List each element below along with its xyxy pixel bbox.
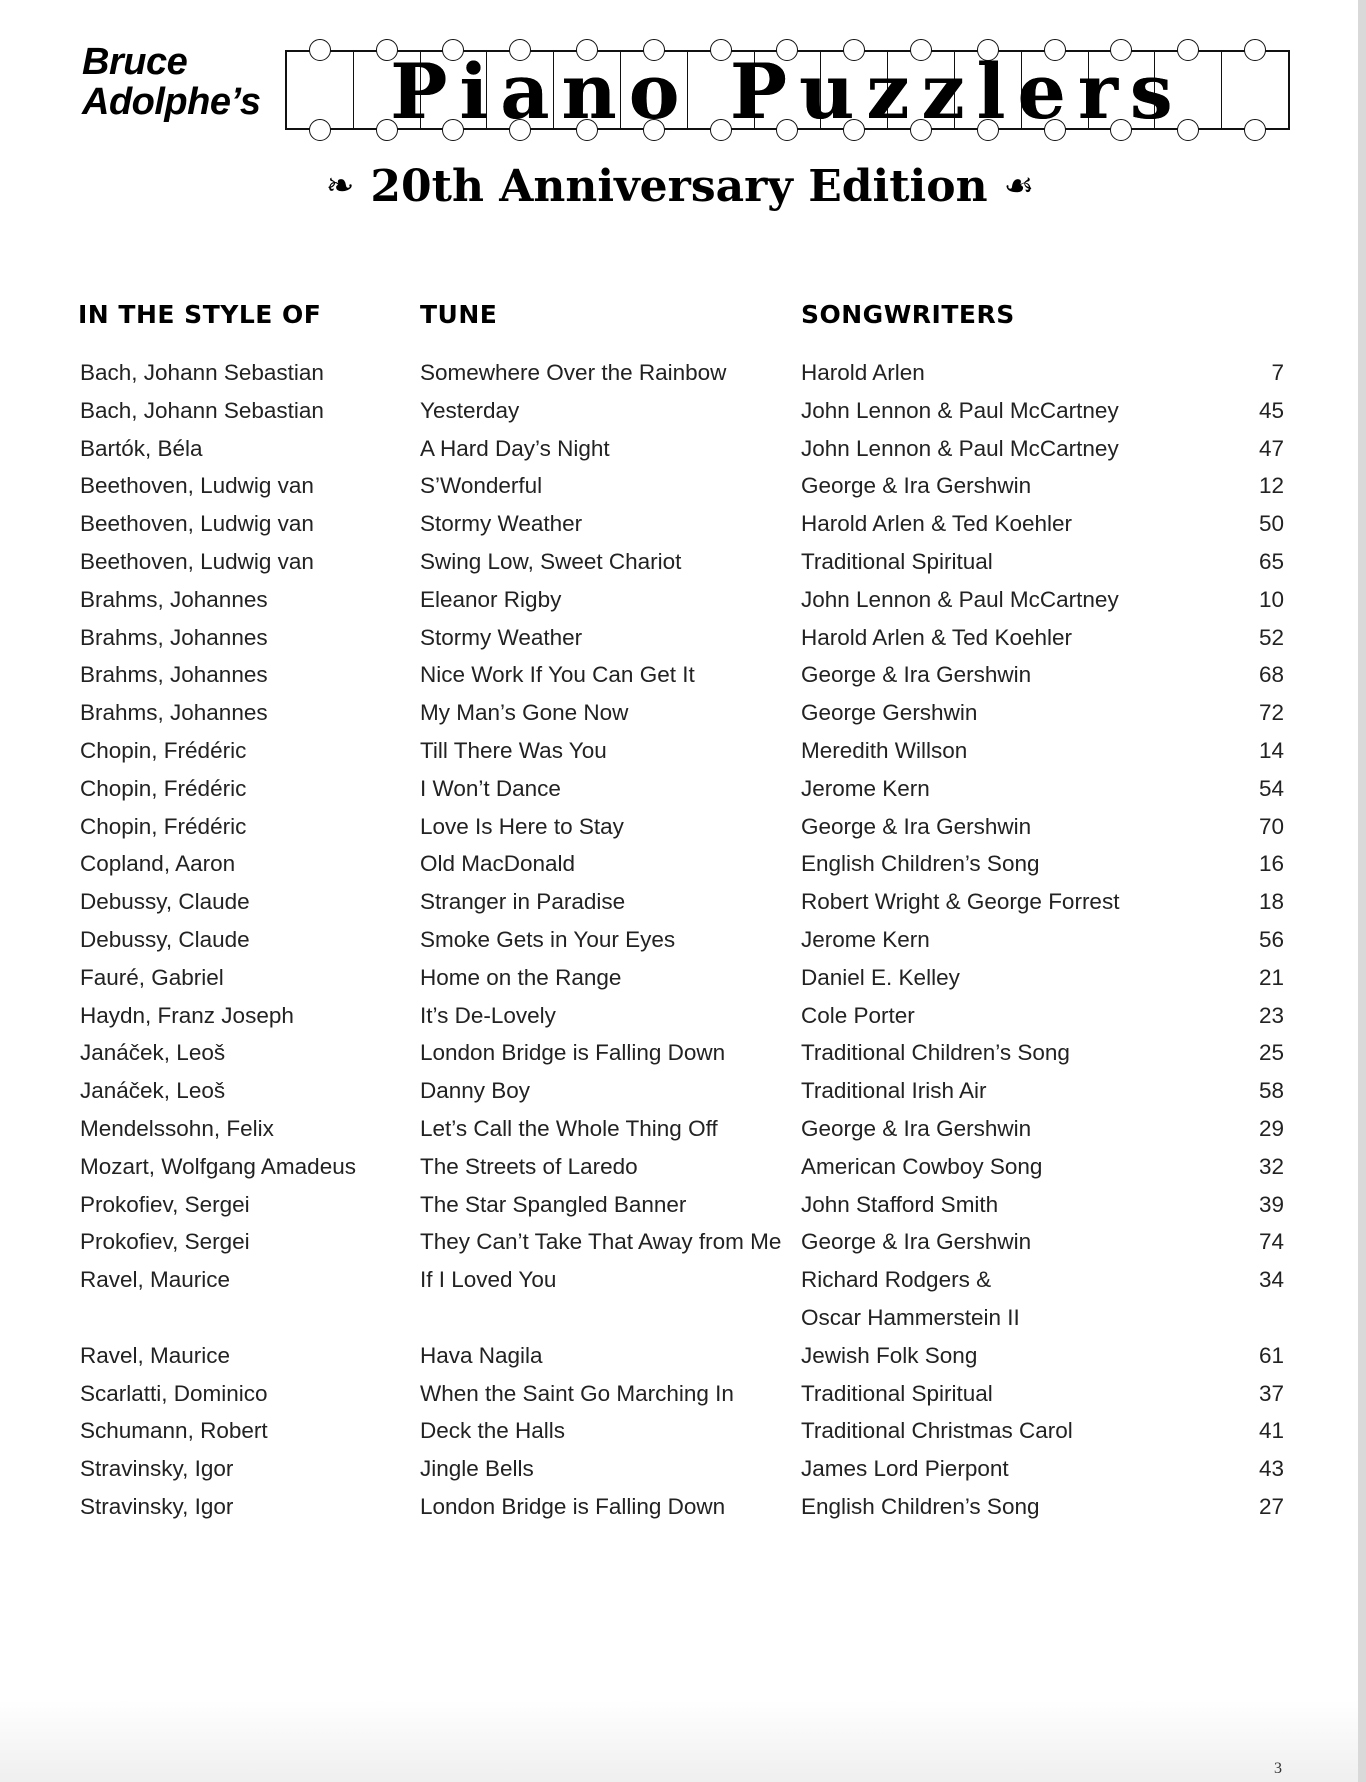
cell-tune: S’Wonderful (420, 473, 543, 499)
cell-songwriters: George Gershwin (801, 700, 978, 726)
cell-tune: Nice Work If You Can Get It (420, 662, 695, 688)
cell-style: Beethoven, Ludwig van (80, 473, 314, 499)
cell-tune: London Bridge is Falling Down (420, 1493, 726, 1519)
author-line-2: Adolphe’s (82, 81, 261, 123)
cell-tune: My Man’s Gone Now (420, 700, 629, 726)
cell-songwriters: George & Ira Gershwin (801, 473, 1032, 499)
cell-style: Ravel, Maurice (80, 1267, 231, 1293)
cell-page: 43 (1258, 1456, 1284, 1482)
table-row (0, 808, 1358, 846)
cell-page: 14 (1258, 737, 1284, 763)
cell-page: 21 (1258, 964, 1284, 990)
table-row (0, 1148, 1358, 1186)
cell-page: 12 (1258, 473, 1284, 499)
cell-tune: The Streets of Laredo (420, 1153, 638, 1179)
cell-page: 68 (1258, 662, 1284, 688)
cell-songwriters: Jerome Kern (801, 926, 930, 952)
cell-songwriters: Daniel E. Kelley (801, 964, 960, 990)
cell-page: 41 (1258, 1418, 1284, 1444)
cell-style: Debussy, Claude (80, 926, 250, 952)
cell-songwriters: George & Ira Gershwin (801, 662, 1032, 688)
table-row (0, 467, 1358, 505)
cell-songwriters: Traditional Spiritual (801, 548, 993, 574)
index-table (0, 354, 1358, 1526)
author-line-1: Bruce (82, 41, 188, 83)
cell-tune: London Bridge is Falling Down (420, 1040, 726, 1066)
table-row (0, 581, 1358, 619)
cell-songwriters: George & Ira Gershwin (801, 813, 1032, 839)
column-header-style: IN THE STYLE OF (78, 300, 322, 329)
cell-style: Bach, Johann Sebastian (80, 360, 324, 385)
cell-style: Stravinsky, Igor (80, 1456, 234, 1482)
table-row (0, 770, 1358, 808)
cell-tune: Home on the Range (420, 964, 622, 990)
table-row (0, 997, 1358, 1035)
cell-songwriters: English Children’s Song (801, 851, 1040, 877)
cell-tune: Old MacDonald (420, 851, 576, 877)
table-row (0, 1488, 1358, 1526)
cell-style: Scarlatti, Dominico (80, 1380, 268, 1406)
cell-songwriters: American Cowboy Song (801, 1153, 1043, 1179)
cell-style: Chopin, Frédéric (80, 813, 247, 839)
cell-tune: It’s De-Lovely (420, 1002, 556, 1028)
cell-tune: Smoke Gets in Your Eyes (420, 926, 676, 952)
cell-page: 74 (1258, 1229, 1284, 1255)
cell-style: Janáček, Leoš (80, 1040, 226, 1066)
cell-songwriters: George & Ira Gershwin (801, 1115, 1032, 1141)
cell-tune: A Hard Day’s Night (420, 435, 610, 461)
cell-songwriters: Meredith Willson (801, 737, 968, 763)
table-row (0, 883, 1358, 921)
cell-songwriters: Harold Arlen & Ted Koehler (801, 624, 1072, 650)
table-row (0, 1375, 1358, 1413)
cell-songwriters: Jerome Kern (801, 775, 930, 801)
cell-page: 16 (1258, 851, 1284, 877)
table-row (0, 1337, 1358, 1375)
cell-style: Brahms, Johannes (80, 624, 268, 650)
cell-songwriters: Harold Arlen & Ted Koehler (801, 511, 1072, 537)
cell-songwriters: Richard Rodgers & (801, 1267, 992, 1293)
cell-style: Schumann, Robert (80, 1418, 268, 1444)
table-row (0, 1261, 1358, 1299)
cell-page: 7 (1271, 360, 1284, 385)
edition-subtitle (300, 158, 1060, 214)
cell-style: Chopin, Frédéric (80, 737, 247, 763)
cell-page: 58 (1258, 1078, 1284, 1104)
cell-tune: Yesterday (420, 397, 520, 423)
cell-tune: Somewhere Over the Rainbow (420, 360, 727, 385)
cell-page: 61 (1258, 1342, 1284, 1368)
cell-page: 32 (1258, 1153, 1284, 1179)
edition-text: 20th Anniversary Edition (370, 160, 988, 212)
cell-page: 52 (1258, 624, 1284, 650)
cell-songwriters: George & Ira Gershwin (801, 1229, 1032, 1255)
cell-songwriters: John Lennon & Paul McCartney (801, 435, 1119, 461)
table-row (0, 694, 1358, 732)
cell-tune: Stormy Weather (420, 624, 583, 650)
cell-style: Mozart, Wolfgang Amadeus (80, 1153, 356, 1179)
cell-page: 25 (1258, 1040, 1284, 1066)
column-header-tune: TUNE (420, 300, 498, 329)
cell-tune: Jingle Bells (420, 1456, 534, 1482)
column-header-songwriters: SONGWRITERS (801, 300, 1015, 329)
table-row (0, 845, 1358, 883)
cell-style: Beethoven, Ludwig van (80, 511, 314, 537)
cell-page: 50 (1258, 511, 1284, 537)
cell-songwriters: James Lord Pierpont (801, 1456, 1009, 1482)
cell-songwriters: Traditional Irish Air (801, 1078, 987, 1104)
cell-tune: When the Saint Go Marching In (420, 1380, 734, 1406)
cell-songwriters: Traditional Spiritual (801, 1380, 993, 1406)
cell-style: Haydn, Franz Joseph (80, 1002, 294, 1028)
cell-songwriters: Cole Porter (801, 1002, 915, 1028)
cell-page: 47 (1258, 435, 1284, 461)
cell-tune: Stranger in Paradise (420, 889, 626, 915)
table-row (0, 1186, 1358, 1224)
cell-tune: Let’s Call the Whole Thing Off (420, 1115, 718, 1141)
cell-page: 65 (1258, 548, 1284, 574)
cell-page: 39 (1258, 1191, 1284, 1217)
cell-tune: If I Loved You (420, 1267, 557, 1293)
table-row (0, 959, 1358, 997)
table-row (0, 1450, 1358, 1488)
cell-page: 45 (1258, 397, 1284, 423)
cell-page: 18 (1258, 889, 1284, 915)
cell-style: Stravinsky, Igor (80, 1493, 234, 1519)
page-number: 3 (1274, 1760, 1282, 1777)
cell-style: Debussy, Claude (80, 889, 250, 915)
cell-style: Fauré, Gabriel (80, 964, 224, 990)
table-row (0, 505, 1358, 543)
cell-page: 34 (1258, 1267, 1284, 1293)
table-row (0, 921, 1358, 959)
cell-tune: Stormy Weather (420, 511, 583, 537)
cell-tune: Love Is Here to Stay (420, 813, 624, 839)
cell-style: Beethoven, Ludwig van (80, 548, 314, 574)
cell-songwriters: Oscar Hammerstein II (801, 1304, 1020, 1330)
cell-style: Bach, Johann Sebastian (80, 397, 324, 423)
cell-style: Ravel, Maurice (80, 1342, 231, 1368)
cell-songwriters: Harold Arlen (801, 360, 925, 385)
flourish-right-icon: ☙ (1003, 166, 1035, 206)
cell-tune: Danny Boy (420, 1078, 531, 1104)
table-row (0, 1110, 1358, 1148)
cell-tune: Till There Was You (420, 737, 607, 763)
cell-tune: Eleanor Rigby (420, 586, 562, 612)
cell-tune: Deck the Halls (420, 1418, 566, 1444)
cell-page: 23 (1258, 1002, 1284, 1028)
table-row (0, 430, 1358, 468)
cell-page: 70 (1258, 813, 1284, 839)
cell-style: Prokofiev, Sergei (80, 1191, 250, 1217)
cell-songwriters: John Lennon & Paul McCartney (801, 397, 1119, 423)
cell-style: Brahms, Johannes (80, 662, 268, 688)
flourish-left-icon: ❧ (325, 166, 355, 206)
page-edge (1358, 0, 1366, 1782)
cell-songwriters: English Children’s Song (801, 1493, 1040, 1519)
cell-tune: Swing Low, Sweet Chariot (420, 548, 682, 574)
table-row (0, 543, 1358, 581)
cell-style: Brahms, Johannes (80, 700, 268, 726)
cell-page: 56 (1258, 926, 1284, 952)
cell-songwriters: Traditional Children’s Song (801, 1040, 1070, 1066)
cell-tune: I Won’t Dance (420, 775, 561, 801)
cell-tune: The Star Spangled Banner (420, 1191, 687, 1217)
cell-style: Chopin, Frédéric (80, 775, 247, 801)
cell-songwriters: John Lennon & Paul McCartney (801, 586, 1119, 612)
cell-style: Copland, Aaron (80, 851, 236, 877)
cell-page: 29 (1258, 1115, 1284, 1141)
cell-page: 10 (1258, 586, 1284, 612)
cell-songwriters: John Stafford Smith (801, 1191, 999, 1217)
cell-style: Mendelssohn, Felix (80, 1115, 274, 1141)
table-row (0, 354, 1358, 392)
cell-page: 37 (1258, 1380, 1284, 1406)
table-row (0, 1034, 1358, 1072)
cell-style: Prokofiev, Sergei (80, 1229, 250, 1255)
cell-style: Bartók, Béla (80, 435, 203, 461)
cell-style: Janáček, Leoš (80, 1078, 226, 1104)
table-row (0, 1299, 1358, 1337)
cell-page: 27 (1258, 1493, 1284, 1519)
page-bottom-shadow (0, 1700, 1358, 1782)
table-row (0, 656, 1358, 694)
cell-page: 54 (1258, 775, 1284, 801)
cell-style: Brahms, Johannes (80, 586, 268, 612)
cell-songwriters: Traditional Christmas Carol (801, 1418, 1073, 1444)
table-row (0, 392, 1358, 430)
table-row (0, 1223, 1358, 1261)
book-title: Piano Puzzlers (390, 46, 1185, 136)
author-name (82, 42, 261, 122)
cell-tune: They Can’t Take That Away from Me (420, 1229, 782, 1255)
table-row (0, 619, 1358, 657)
cell-tune: Hava Nagila (420, 1342, 543, 1368)
table-row (0, 1412, 1358, 1450)
table-row (0, 1072, 1358, 1110)
cell-songwriters: Jewish Folk Song (801, 1342, 978, 1368)
table-row (0, 732, 1358, 770)
cell-page: 72 (1258, 700, 1284, 726)
cell-songwriters: Robert Wright & George Forrest (801, 889, 1120, 915)
